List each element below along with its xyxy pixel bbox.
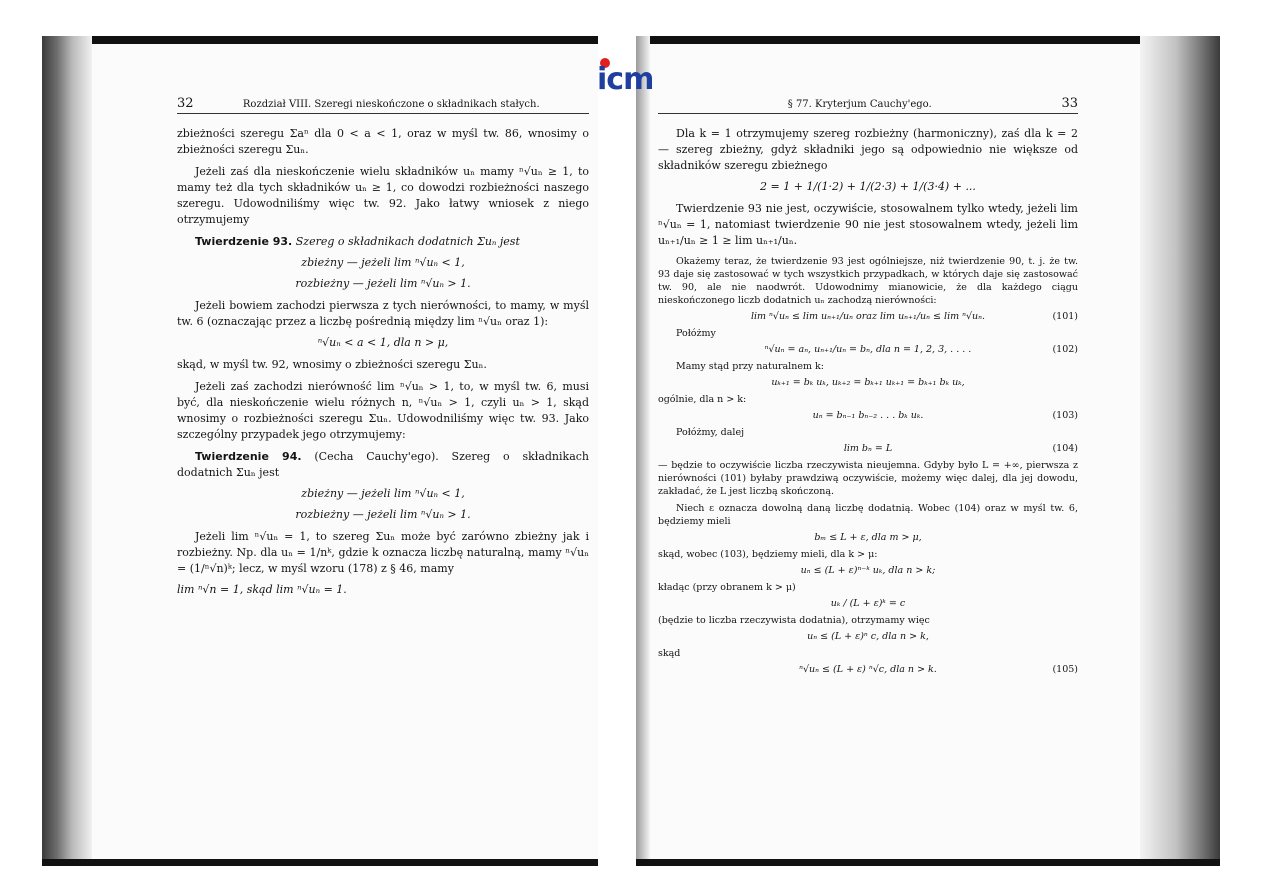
paragraph: skąd — [658, 648, 681, 659]
formula-text: ⁿ√uₙ = aₙ, uₙ₊₁/uₙ = bₙ, dla n = 1, 2, 3, . . . . — [764, 344, 972, 355]
paragraph: Dla k = 1 otrzymujemy szereg rozbieżny (harmoniczny), zaś dla k = 2 — szereg zbieżny, gdyż składniki jego są odpowiednio nie większe od składników szeregu zbieżnego — [658, 127, 1078, 172]
equation-number: (102) — [1052, 344, 1078, 355]
equation-number: (101) — [1052, 311, 1078, 322]
page-edge — [42, 859, 598, 866]
small-print-section — [658, 255, 1078, 675]
running-header — [177, 96, 589, 114]
paragraph: Okażemy teraz, że twierdzenie 93 jest ogólniejsze, niż twierdzenie 90, t. j. że tw. 93 daje się zastosować w tych wszystkich przypadkach, w których daje się zastosować tw. 90, ale nie naodwrót. Udowodnimy mianowicie, że dla każdego ciągu nieskończonego liczb dodatnich uₙ zachodzą nierówności: — [658, 256, 1078, 306]
formula-104 — [658, 443, 1078, 454]
formula: uₖ / (L + ε)ᵏ = c — [830, 598, 906, 609]
paragraph: Połóżmy, dalej — [676, 427, 745, 438]
formula: ⁿ√uₙ < a < 1, dla n > μ, — [317, 336, 449, 349]
binding-shadow — [42, 36, 92, 866]
theorem-94 — [177, 449, 589, 481]
paragraph: Jeżeli lim ⁿ√uₙ = 1, to szereg Σuₙ może być zarówno zbieżny jak i rozbieżny. Np. dla uₙ = 1/nᵏ, gdzie k oznacza liczbę naturalną, mamy ⁿ√uₙ = (1/ⁿ√n)ᵏ; lecz, w myśl wzoru (178) z § 46, mamy — [177, 530, 589, 575]
theorem-93 — [177, 234, 589, 250]
formula-text: lim bₙ = L — [843, 443, 893, 454]
paragraph: ogólnie, dla n > k: — [658, 394, 747, 405]
icm-logo — [597, 58, 663, 98]
formula-102 — [658, 344, 1078, 355]
formula: rozbieżny — jeżeli lim ⁿ√uₙ > 1. — [295, 508, 471, 521]
paragraph: skąd, wobec (103), będziemy mieli, dla k > μ: — [658, 549, 878, 560]
paragraph: Mamy stąd przy naturalnem k: — [676, 361, 824, 372]
equation-number: (103) — [1052, 410, 1078, 421]
formula: rozbieżny — jeżeli lim ⁿ√uₙ > 1. — [295, 277, 471, 290]
paragraph: — będzie to oczywiście liczba rzeczywista nieujemna. Gdyby było L = +∞, pierwsza z nierówności (101) byłaby prawdziwą oczywiście, możemy więc dalej, dla jej dowodu, zakładać, że L jest liczbą skończoną. — [658, 460, 1078, 497]
formula: zbieżny — jeżeli lim ⁿ√uₙ < 1, — [301, 487, 465, 500]
left-page-content — [177, 96, 589, 604]
right-page-content — [658, 96, 1078, 680]
equation-number: (104) — [1052, 443, 1078, 454]
page-edge — [636, 859, 1220, 866]
formula-text: ⁿ√uₙ ≤ (L + ε) ⁿ√c, dla n > k. — [799, 664, 937, 675]
formula: zbieżny — jeżeli lim ⁿ√uₙ < 1, — [301, 256, 465, 269]
page-edge — [42, 36, 598, 44]
formula: lim ⁿ√n = 1, skąd lim ⁿ√uₙ = 1. — [177, 583, 347, 596]
page-number: 32 — [177, 96, 194, 111]
formula: 2 = 1 + 1/(1·2) + 1/(2·3) + 1/(3·4) + ... — [760, 180, 976, 193]
running-head-title: Rozdział VIII. Szeregi nieskończone o składnikach stałych. — [242, 99, 540, 110]
page-edge-shadow — [1140, 36, 1220, 866]
formula-text: uₙ = bₙ₋₁ bₙ₋₂ . . . bₖ uₖ. — [812, 410, 924, 421]
paragraph: Jeżeli bowiem zachodzi pierwsza z tych nierówności, to mamy, w myśl tw. 6 (oznaczając przez a liczbę pośrednią między lim ⁿ√uₙ oraz 1): — [177, 299, 589, 328]
paragraph: Jeżeli zaś dla nieskończenie wielu składników uₙ mamy ⁿ√uₙ ≥ 1, to mamy też dla tych składników uₙ ≥ 1, co dowodzi rozbieżności naszego szeregu. Udowodniliśmy więc tw. 92. Jako łatwy wniosek z niego otrzymujemy — [177, 165, 589, 226]
formula: uₙ ≤ (L + ε)ⁿ⁻ᵏ uₖ, dla n > k; — [800, 565, 936, 576]
theorem-text: (Cecha Cauchy'ego). Szereg o składnikach dodatnich Σuₙ jest — [177, 450, 590, 479]
logo-text: icm — [597, 62, 654, 97]
running-header — [658, 96, 1078, 114]
page-edge — [636, 36, 1220, 44]
paragraph: kładąc (przy obranem k > μ) — [658, 582, 796, 593]
paragraph: Twierdzenie 93 nie jest, oczywiście, stosowalnem tylko wtedy, jeżeli lim ⁿ√uₙ = 1, natomiast twierdzenie 90 nie jest stosowalnem wtedy, jeżeli lim uₙ₊₁/uₙ ≥ 1 ≥ lim uₙ₊₁/uₙ. — [658, 202, 1078, 247]
formula-103 — [658, 410, 1078, 421]
equation-number: (105) — [1052, 664, 1078, 675]
formula-text: lim ⁿ√uₙ ≤ lim uₙ₊₁/uₙ oraz lim uₙ₊₁/uₙ ≤ lim ⁿ√uₙ. — [750, 311, 986, 322]
paragraph: zbieżności szeregu Σaⁿ dla 0 < a < 1, oraz w myśl tw. 86, wnosimy o zbieżności szeregu Σuₙ. — [177, 127, 589, 156]
left-page — [42, 36, 598, 866]
paragraph: skąd, w myśl tw. 92, wnosimy o zbieżności szeregu Σuₙ. — [177, 358, 487, 371]
formula: uₖ₊₁ = bₖ uₖ, uₖ₊₂ = bₖ₊₁ uₖ₊₁ = bₖ₊₁ bₖ uₖ, — [771, 377, 965, 388]
formula: uₙ ≤ (L + ε)ⁿ c, dla n > k, — [807, 631, 929, 642]
theorem-label: Twierdzenie 93. — [195, 235, 293, 248]
paragraph: Jeżeli zaś zachodzi nierówność lim ⁿ√uₙ > 1, to, w myśl tw. 6, musi być, dla nieskończenie wielu różnych n, ⁿ√uₙ > 1, czyli uₙ > 1, skąd wnosimy o rozbieżności szeregu Σuₙ. Udowodniliśmy więc tw. 93. Jako szczególny przypadek jego otrzymujemy: — [177, 380, 589, 441]
paragraph: Połóżmy — [676, 328, 716, 339]
paragraph: Niech ε oznacza dowolną daną liczbę dodatnią. Wobec (104) oraz w myśl tw. 6, będziemy mieli — [658, 503, 1078, 527]
fold-shadow — [636, 36, 650, 866]
theorem-text: Szereg o składnikach dodatnich Σuₙ jest — [295, 235, 520, 248]
theorem-label: Twierdzenie 94. — [195, 450, 302, 463]
page-number: 33 — [1061, 96, 1078, 111]
running-head-title: § 77. Kryterjum Cauchy'ego. — [787, 99, 932, 110]
paragraph: (będzie to liczba rzeczywista dodatnia), otrzymamy więc — [658, 615, 930, 626]
formula-101 — [658, 311, 1078, 322]
right-page — [636, 36, 1220, 866]
formula: bₘ ≤ L + ε, dla m > μ, — [814, 532, 922, 543]
formula-105 — [658, 664, 1078, 675]
